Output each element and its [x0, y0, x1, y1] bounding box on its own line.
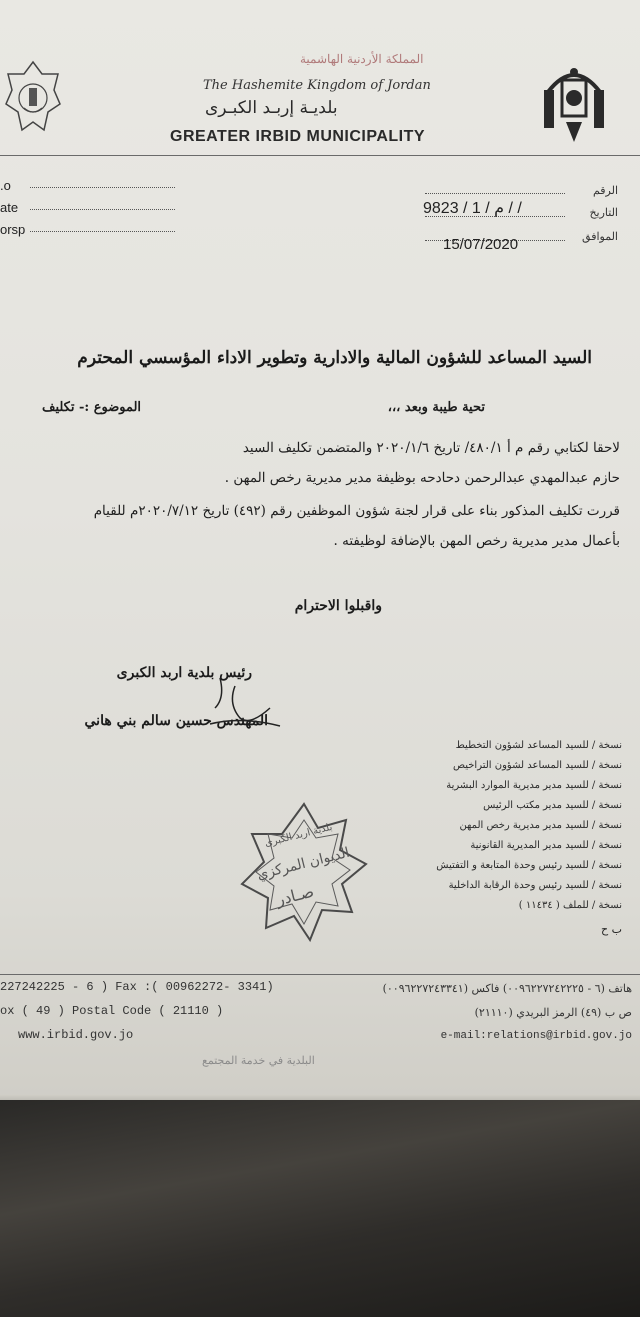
stamp-line-2: الديوان المركزي — [255, 844, 352, 884]
cc-item: نسخة / للسيد المساعد لشؤون التخطيط — [455, 740, 622, 751]
footer-phone-ar: هاتف (٦ - ٠٠٩٦٢٢٧٢٤٢٢٢٥) فاكس (٠٠٩٦٢٢٧٢٤٣٣٤١) — [382, 982, 632, 995]
municipality-arabic: بلديـة إربـد الكبـرى — [205, 98, 338, 118]
cc-item: نسخة / للسيد رئيس وحدة المتابعة و التفتيش — [436, 860, 622, 871]
cc-item: نسخة / للسيد مدير مديرية رخص المهن — [459, 820, 622, 831]
body-line: بأعمال مدير مديرية رخص المهن بالإضافة لوظيفته . — [333, 533, 620, 549]
greeting: تحية طيبة وبعد ،،، — [387, 400, 485, 415]
footer-slogan: البلدية في خدمة المجتمع — [202, 1054, 315, 1067]
left-label-date: ate — [0, 200, 19, 215]
left-label-no: .o — [0, 178, 11, 193]
ar-label-corresp: الموافق — [582, 230, 618, 243]
signatory-title: رئيس بلدية اربد الكبرى — [116, 665, 252, 681]
background-surface — [0, 1100, 640, 1317]
ar-label-ref: الرقم — [592, 184, 618, 197]
left-line-no — [30, 187, 175, 188]
body-line: لاحقا لكتابي رقم م أ ٤٨٠/١/ تاريخ ٢٠٢٠/١/٦ والمتضمن تكليف السيد — [242, 440, 620, 456]
addressee: السيد المساعد للشؤون المالية والادارية وتطوير الاداء المؤسسي المحترم — [77, 348, 592, 368]
cc-item: نسخة / للسيد مدير مديرية الموارد البشرية — [446, 780, 622, 791]
closing: واقبلوا الاحترام — [294, 598, 382, 614]
letter-date: 15/07/2020 — [443, 236, 519, 253]
stamp-line-3: صـادر — [274, 881, 316, 910]
footer-email[interactable]: e-mail:relations@irbid.gov.jo — [440, 1030, 632, 1042]
right-line-ref — [425, 193, 565, 194]
footer-web[interactable]: www.irbid.gov.jo — [18, 1028, 134, 1042]
ar-label-date: التاريخ — [589, 206, 618, 219]
footer-divider — [0, 974, 640, 975]
kingdom-english: The Hashemite Kingdom of Jordan — [203, 78, 431, 93]
outgoing-stamp — [238, 800, 370, 948]
body-line: حازم عبدالمهدي عبدالرحمن دحادحه بوظيفة مدير مديرية رخص المهن . — [224, 470, 620, 486]
signature-icon — [180, 668, 300, 738]
kingdom-arabic: المملكة الأردنية الهاشمية — [300, 52, 424, 66]
left-label-corresp: orsp — [0, 222, 26, 237]
left-line-corresp — [30, 231, 175, 232]
cc-item: نسخة / للسيد رئيس وحدة الرقابة الداخلية — [448, 880, 622, 891]
header-divider — [0, 155, 640, 156]
signatory-name: المهندس حسين سالم بني هاني — [84, 713, 268, 729]
crown-emblem-icon — [538, 62, 610, 148]
stamp-line-1: بلدية اربد الكبرى — [263, 821, 334, 850]
municipality-english: GREATER IRBID MUNICIPALITY — [170, 128, 426, 145]
footer-pobox-en: ox ( 49 ) Postal Code ( 21110 ) — [0, 1004, 224, 1018]
municipality-logo-icon — [4, 60, 62, 140]
initials: ب ح — [601, 923, 622, 936]
reference-number: 9823 / 1 / م / / — [423, 200, 522, 217]
cc-item: نسخة / للسيد مدير مكتب الرئيس — [483, 800, 622, 811]
footer-phone-en: 227242225 - 6 ) Fax :( 00962272- 3341) — [0, 980, 274, 994]
cc-item: نسخة / للسيد مدير المديرية القانونية — [470, 840, 622, 851]
body-line: قررت تكليف المذكور بناء على قرار لجنة شؤون الموظفين رقم (٤٩٢) تاريخ ٢٠٢٠/٧/١٢م للقيام — [93, 503, 620, 519]
subject: الموضوع :- تكليف — [42, 400, 142, 415]
left-line-date — [30, 209, 175, 210]
cc-item: نسخة / للسيد المساعد لشؤون التراخيص — [452, 760, 622, 771]
cc-item: نسخة / للملف ( ١١٤٣٤ ) — [518, 900, 622, 911]
footer-pobox-ar: ص ب (٤٩) الرمز البريدي (٢١١١٠) — [474, 1006, 632, 1019]
